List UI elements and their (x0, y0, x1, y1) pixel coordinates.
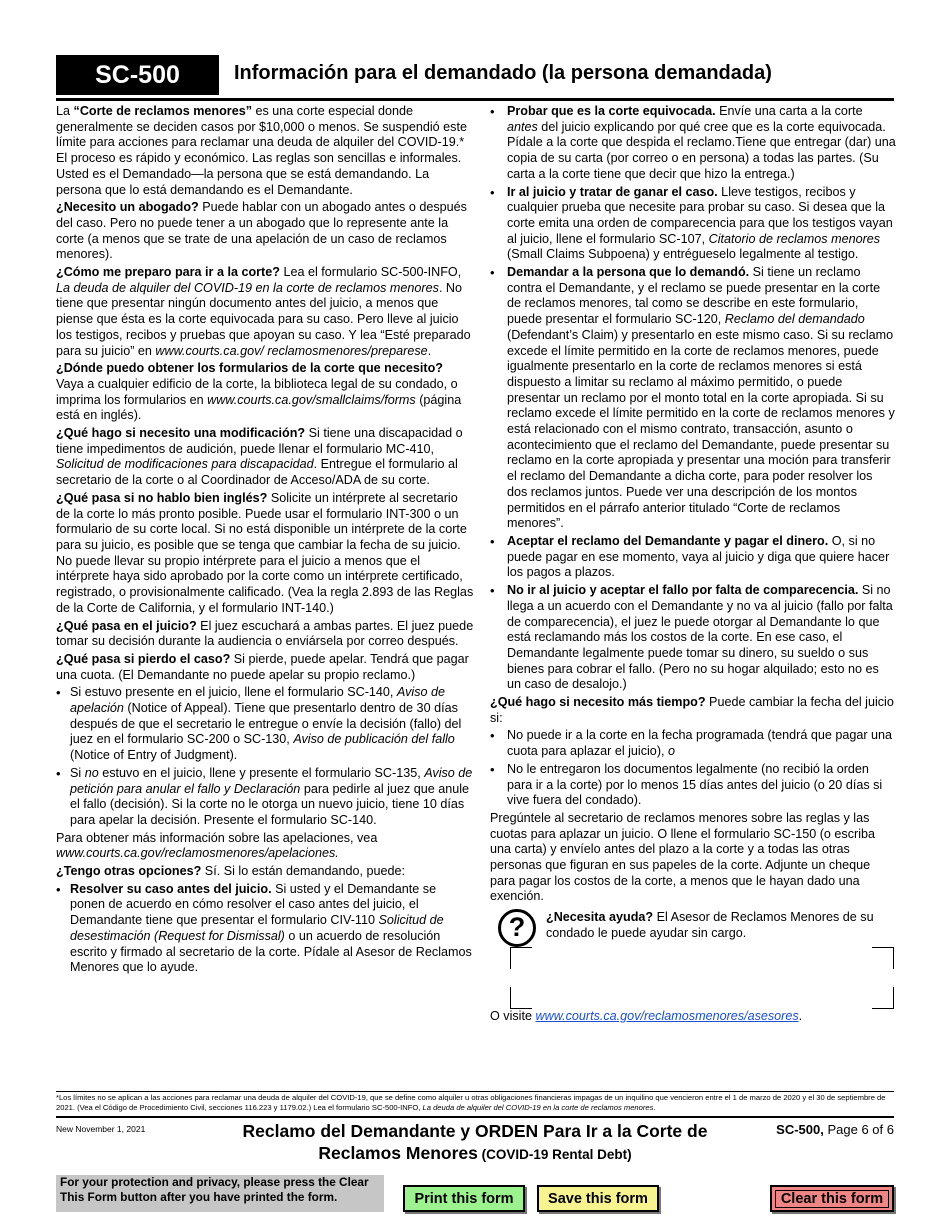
county-info-field-corner (510, 947, 532, 969)
lose-section: ¿Qué pasa si pierdo el caso? Si pierde, puede apelar. Tendrá que pagar una cuota. (El Demandante no puede apelar su propio reclamo.) (56, 651, 469, 682)
appeals-url: www.courts.ca.gov/reclamosmenores/apelaciones. (56, 846, 339, 861)
right-column (490, 104, 896, 1024)
list-item: • No ir al juicio y aceptar el fallo por falta de comparecencia. Si no llega a un acuerdo con el Demandante y no va al juicio (fallo por falta de comparecencia), el juez le puede otorgar al Demandante lo que está reclamando más los costos de la corte. En ese caso, el Demandante legalmente puede tomar su dinero, su sueldo o sus bienes para cobrar el fallo. (Pero no su hogar alquilado; esto no es un caso de desalojo.) (490, 583, 896, 693)
revision-date: New November 1, 2021 (56, 1124, 146, 1134)
clear-form-button[interactable] (770, 1185, 894, 1212)
left-column (56, 104, 474, 978)
footnote-divider (56, 1091, 894, 1092)
options-list-continued (490, 104, 896, 693)
clear-form-label: Clear this form (775, 1190, 889, 1208)
more-time-section: ¿Qué hago si necesito más tiempo? Puede cambiar la fecha del juicio si: (490, 695, 894, 725)
list-item: • No le entregaron los documentos legalmente (no recibió la orden para ir a la corte) por lo menos 15 días antes del juicio (o 20 días si vive fuera del condado). (490, 762, 896, 809)
form-header (56, 55, 894, 97)
accommodation-question: ¿Qué hago si necesito una modificación? (56, 426, 306, 441)
footer-title: Reclamo del Demandante y ORDEN Para Ir a la Corte de Reclamos Menores (COVID-19 Rental Debt) (242, 1121, 708, 1163)
accommodation-section: ¿Qué hago si necesito una modificación? Si tiene una discapacidad o tiene impedimentos de audición, puede llenar el formulario MC-410, Solicitud de modificaciones para discapacidad. Entregue el formulario al secretario de la corte o al Coordinador de Acceso/ADA de su corte. (56, 426, 463, 488)
appeals-info: Para obtener más información sobre las apelaciones, vea www.courts.ca.gov/reclamosmenores/apelaciones. (56, 830, 378, 861)
list-item: • Probar que es la corte equivocada. Envíe una carta a la corte antes del juicio explicando por qué cree que es la corte equivocada. Pídale a la corte que despida el reclamo.Tiene que entregar (dar) una copia de su carta (por correo o en persona) a todas las partes. (Su carta a la corte tiene que decir que hizo la entrega.) (490, 104, 896, 183)
trial-section: ¿Qué pasa en el juicio? El juez escuchará a ambas partes. El juez puede tomar su decisión durante la audiencia o enviársela por correo después. (56, 618, 474, 649)
question-mark-icon: ? (498, 909, 536, 947)
options-list (56, 882, 474, 976)
forms-section: ¿Dónde puedo obtener los formularios de la corte que necesito? Vaya a cualquier edificio de la corte, la biblioteca legal de su condado, o imprima los formularios en www.courts.ca.gov/smallclaims/forms (página está en inglés). (56, 361, 462, 423)
list-item: • Si estuvo presente en el juicio, llene el formulario SC-140, Aviso de apelación (Notice of Appeal). Tiene que presentarlo dentro de 30 días después de que el secretario le entregue o envíe la decisión (fallo) del juez en el formulario SC-200 o SC-130, Aviso de publicación del fallo (Notice of Entry of Judgment). (56, 685, 474, 764)
english-question: ¿Qué pasa si no hablo bien inglés? (56, 490, 268, 505)
intro-paragraph: La “Corte de reclamos menores” es una corte especial donde generalmente se deciden casos por $10,000 o menos. Se suspendió este límite para acciones para reclamar una deuda de alquiler del COVID-19.* El proceso es rápido y económico. Las reglas son sencillas e informales. Usted es el Demandado—la persona que se está demandando. La persona que lo está demandando es el Demandante. (56, 104, 467, 197)
prepare-section: ¿Cómo me preparo para ir a la corte? Lea el formulario SC-500-INFO, La deuda de alquiler del COVID-19 en la corte de reclamos menores. No tiene que presentar ningún documento antes del juicio, a menos que piense que ésta es la corte equivocada para su caso. Pero lleve al juicio los testigos, recibos y pruebas que apoyan su caso. Y lea “Esté preparado para su juicio” en www.courts.ca.gov/ reclamosmenores/preparese. (56, 265, 471, 358)
forms-question: ¿Dónde puedo obtener los formularios de la corte que necesito? (56, 361, 443, 376)
privacy-note: For your protection and privacy, please press the Clear This Form button after you have printed the form. (56, 1175, 384, 1212)
prepare-url: www.courts.ca.gov/ reclamosmenores/preparese (155, 343, 428, 358)
list-item: • Demandar a la persona que lo demandó. Si tiene un reclamo contra el Demandante, y el reclamo se puede presentar en la corte de reclamos menores, tal como se describe en este formulario, puede presentar el formulario SC-120, Reclamo del demandado (Defendant’s Claim) y presentarlo en este mismo caso. Si su reclamo excede el límite permitido en la corte de reclamos menores, puede igualmente presentarlo en la corte de reclamos menores si está dispuesto a limitar su reclamo al máximo permitido, o puede presentar un reclamo por el monto total en la corte apropiada. Si su reclamo excede el límite permitido en la corte de reclamos menores y está relacionado con el mismo contrato, transacción, asunto o acontecimiento que el reclamo del Demandante, puede presentar su reclamo en la corte apropiada y presentar una moción para transferir el reclamo del Demandante a dicha corte, para poder resolver los dos reclamos juntos. Puede ver una descripción de los montos permitidos en el párrafo anterior titulado “Corte de reclamos menores”. (490, 265, 896, 532)
lawyer-question: ¿Necesito un abogado? (56, 200, 199, 215)
forms-url: www.courts.ca.gov/smallclaims/forms (207, 392, 416, 407)
more-time-question: ¿Qué hago si necesito más tiempo? (490, 695, 706, 710)
county-info-field-corner (872, 947, 894, 969)
header-divider (56, 98, 894, 101)
more-time-instructions: Pregúntele al secretario de reclamos menores sobre las reglas y las cuotas para aplazar un juicio. O llene el formulario SC-150 (o escriba una carta) y envíelo antes del plazo a la corte y a todas las otras personas que figuran en sus papeles de la corte. Adjunte un cheque para pagar los costos de la corte, a menos que le hayan dado una exención. (490, 810, 876, 904)
county-info-field-corner (872, 987, 894, 1009)
page-number: SC-500, Page 6 of 6 (776, 1122, 894, 1137)
help-visit: O visite www.courts.ca.gov/reclamosmenores/asesores. (490, 1009, 803, 1024)
options-section: ¿Tengo otras opciones? Sí. Si lo están demandando, puede: (56, 864, 406, 879)
prepare-question: ¿Cómo me preparo para ir a la corte? (56, 265, 280, 280)
help-text: ¿Necesita ayuda? El Asesor de Reclamos Menores de su condado le puede ayudar sin cargo. (546, 910, 874, 940)
list-item: • Si no estuvo en el juicio, llene y presente el formulario SC-135, Aviso de petición para anular el fallo y Declaración para pedirle al juez que anule el fallo (decisión). Si la corte no le otorga un nuevo juicio, tiene 10 días para apelar la decisión. Presente el formulario SC-140. (56, 766, 474, 829)
list-item: • Resolver su caso antes del juicio. Si usted y el Demandante se ponen de acuerdo en cómo resolver el caso antes del juicio, el Demandante tiene que presentar el formulario CIV-110 Solicitud de desestimación (Request for Dismissal) o un acuerdo de resolución escrito y firmado al secretario de la corte. Pídale al Asesor de Reclamos Menores que lo ayude. (56, 882, 474, 976)
footnote: *Los límites no se aplican a las acciones para reclamar una deuda de alquiler del COVID-19, que se define como alquiler u otras obligaciones financieras impagas de un inquilino que vencieron entre el 1 de marzo de 2020 y el 30 de septiembre de 2021. (Vea el Código de Procedimiento Civil, secciones 116.223 y 1179.02.) Lea el formulario SC-500-INFO, La deuda de alquiler del COVID-19 en la corte de reclamos menores. (56, 1093, 886, 1112)
form-title: Información para el demandado (la persona demandada) (234, 62, 772, 84)
advisor-link[interactable]: www.courts.ca.gov/reclamosmenores/asesores (535, 1009, 799, 1024)
list-item: • No puede ir a la corte en la fecha programada (tendrá que pagar una cuota para aplazar el juicio), o (490, 728, 896, 759)
lose-question: ¿Qué pasa si pierdo el caso? (56, 651, 231, 666)
options-question: ¿Tengo otras opciones? (56, 864, 202, 879)
lawyer-section: ¿Necesito un abogado? Puede hablar con un abogado antes o después del caso. Pero no puede tener a un abogado que lo represente ante la corte (a menos que se trate de una apelación de un caso de reclamos menores). (56, 200, 467, 262)
english-section: ¿Qué pasa si no hablo bien inglés? Solicite un intérprete al secretario de la corte lo más pronto posible. Puede usar el formulario INT-300 o un formulario de su corte local. Si no está disponible un intérprete de la corte para su juicio, es posible que se tenga que cambiar la fecha de su juicio. No puede llevar su propio intérprete para el juicio a menos que el intérprete haya sido aprobado por la corte como un intérprete certificado, registrado, o provisionalmente calificado. (Vea la regla 2.893 de las Reglas de la Corte de California, y el formulario INT-140.) (56, 490, 474, 615)
save-form-button[interactable]: Save this form (537, 1185, 659, 1212)
help-box (490, 909, 896, 1024)
trial-question: ¿Qué pasa en el juicio? (56, 618, 197, 633)
form-id: SC-500 (56, 55, 219, 95)
print-form-button[interactable]: Print this form (403, 1185, 525, 1212)
county-info-field-corner (510, 987, 532, 1009)
list-item: • Aceptar el reclamo del Demandante y pagar el dinero. O, si no puede pagar en ese momento, vaya al juicio y diga que quiere hacer los pagos a plazos. (490, 534, 896, 581)
appeal-list (56, 685, 474, 828)
footer-divider (56, 1116, 894, 1118)
more-time-list (490, 728, 896, 809)
list-item: • Ir al juicio y tratar de ganar el caso. Lleve testigos, recibos y cualquier prueba que necesite para probar su caso. Si desea que la corte emita una orden de comparecencia para que los testigos vayan al juicio, llene el formulario SC-107, Citatorio de reclamos menores (Small Claims Subpoena) y entrégueselo legalmente al testigo. (490, 185, 896, 264)
